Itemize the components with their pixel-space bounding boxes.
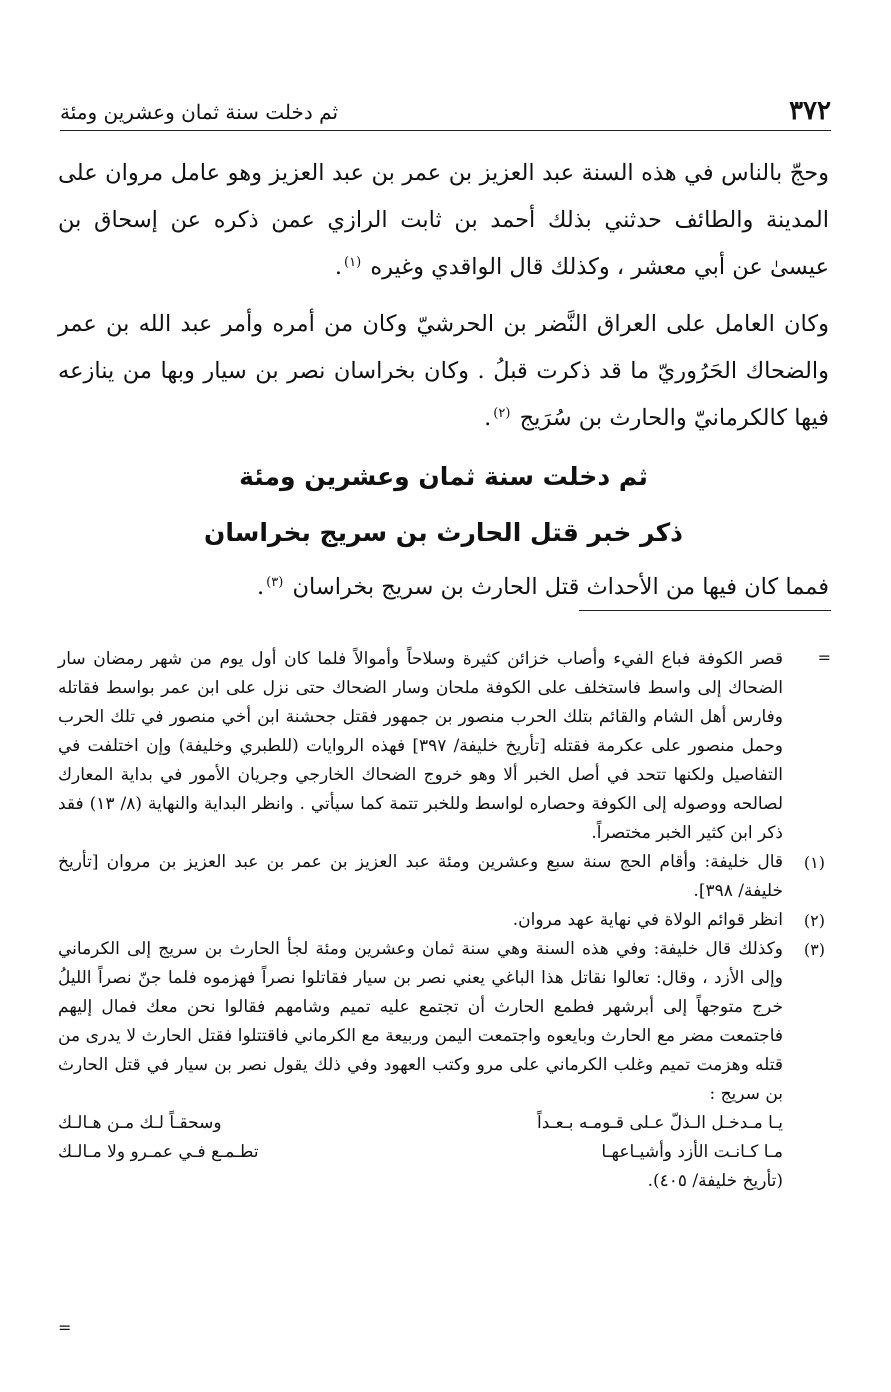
footnote-text: وكذلك قال خليفة: وفي هذه السنة وهي سنة ثمان وعشرين ومئة لجأ الحارث بن سريج إلى الكرماني وإلى الأزد ، وقال: تعالوا نقاتل هذا الباغي يعني نصر بن سيار فقاتلوا نصراً فهزموه فلما جنّ نصراً الليلُ خرج متوجهاً إلى أبرشهر فطمع الحارث أن تجتمع عليه تميم وشامهم فقالوا نحن معك فمال إليهم فاجتمعت مضر مع الحارث وبايعوه واجتمعت اليمن وربيعة مع الكرماني فاقتتلوا فقتل الحارث لا يدرى من قتله وهزمت تميم وغلب الكرماني على مرو وكتب العهود وفي ذلك يقول نصر بن سيار في قتل الحارث بن سريج :: [58, 939, 783, 1104]
poem-verse: [58, 1138, 825, 1167]
section-subheading: ذكر خبر قتل الحارث بن سريج بخراسان: [204, 518, 683, 547]
footnote-continuation: [58, 645, 831, 848]
paragraph-end: .: [484, 405, 492, 431]
footnote-1: [58, 848, 825, 906]
footnote-text: (تأريخ خليفة/ ٤٠٥).: [647, 1171, 783, 1191]
footnote-ref: (٣): [266, 574, 284, 590]
paragraph-text: وحجّ بالناس في هذه السنة عبد العزيز بن عمر بن عبد العزيز وهو عامل مروان على المدينة والطائف حدثني بذلك أحمد بن ثابت الرازي عمن ذكره عن إسحاق بن عيسىٰ عن أبي معشر ، وكذلك قال الواقدي وغيره: [58, 160, 829, 280]
paragraph: [58, 150, 829, 291]
continuation-mark: =: [817, 648, 831, 667]
paragraph: [58, 564, 829, 611]
page-header: [60, 92, 831, 131]
verse-hemistich: يـا مـدخـل الـذلّ عـلى قـومـه بـعـداً: [537, 1113, 783, 1133]
footnote-source: [58, 1167, 825, 1196]
footnote-ref: (٢): [493, 405, 511, 421]
section-heading: ثم دخلت سنة ثمان وعشرين ومئة: [239, 462, 648, 491]
verse-hemistich: وسحقـاً لـك مـن هـالـك: [58, 1113, 222, 1133]
footnote-text: انظر قوائم الولاة في نهاية عهد مروان.: [512, 910, 783, 930]
footnote-number: (٣): [803, 940, 825, 959]
paragraph-text: فمما كان فيها من الأحداث قتل الحارث بن سريج بخراسان: [292, 574, 829, 600]
poem-verse: [58, 1109, 825, 1138]
main-text: [58, 150, 829, 611]
footnotes: [58, 645, 831, 1196]
page-number: ٣٧٢: [789, 96, 831, 126]
verse-hemistich: تطـمـع فـي عمـرو ولا مـالـك: [58, 1142, 259, 1162]
footnote-text: قصر الكوفة فباع الفيء وأصاب خزائن كثيرة وسلاحاً وأموالاً فلما كان أول يوم من شهر رمضان سار الضحاك إلى واسط فاستخلف على الكوفة ملحان وسار الضحاك حتى نزل على ابن عمر بواسط فقاتله وفارس أهل الشام والقائم بتلك الحرب منصور بن جمهور فقتل جحشنة ابن أخي منصور في تلك الحرب وحمل منصور على عكرمة فقتله [تأريخ خليفة/ ٣٩٧] فهذه الروايات (للطبري وخليفة) وإن اختلفت في التفاصيل ولكنها تتحد في أصل الخبر ألا وهو خروج الضحاك الخارجي وجريان الأمور في بداية المعارك لصالحه ووصوله إلى الكوفة وحصاره لواسط وللخبر تتمة كما سيأتي . وانظر البداية والنهاية (٨/ ١٣) فقد ذكر ابن كثير الخبر مختصراً.: [58, 649, 783, 843]
continuation-mark: =: [58, 1318, 72, 1337]
footnote-3: [58, 935, 825, 1109]
footnote-divider: [579, 610, 831, 611]
paragraph: [58, 301, 829, 442]
running-head: ثم دخلت سنة ثمان وعشرين ومئة: [60, 100, 339, 124]
footnote-2: [58, 906, 825, 935]
footnote-ref: (١): [344, 254, 362, 270]
paragraph-end: .: [257, 574, 265, 600]
paragraph-text: وكان العامل على العراق النَّضر بن الحرشيّ وكان من أمره وأمر عبد الله بن عمر والضحاك الحَرُوريّ ما قد ذكرت قبلُ . وكان بخراسان نصر بن سيار وبها من ينازعه فيها كالكرمانيّ والحارث بن سُرَيج: [58, 311, 829, 431]
footnote-text: قال خليفة: وأقام الحج سنة سبع وعشرين ومئة عبد العزيز بن عمر بن عبد العزيز بن مروان [تأريخ خليفة/ ٣٩٨].: [58, 852, 783, 901]
verse-hemistich: مـا كـانـت الأزد وأشيـاعهـا: [601, 1142, 783, 1162]
footnote-number: (٢): [803, 911, 825, 930]
footnote-number: (١): [803, 853, 825, 872]
paragraph-end: .: [334, 254, 343, 280]
